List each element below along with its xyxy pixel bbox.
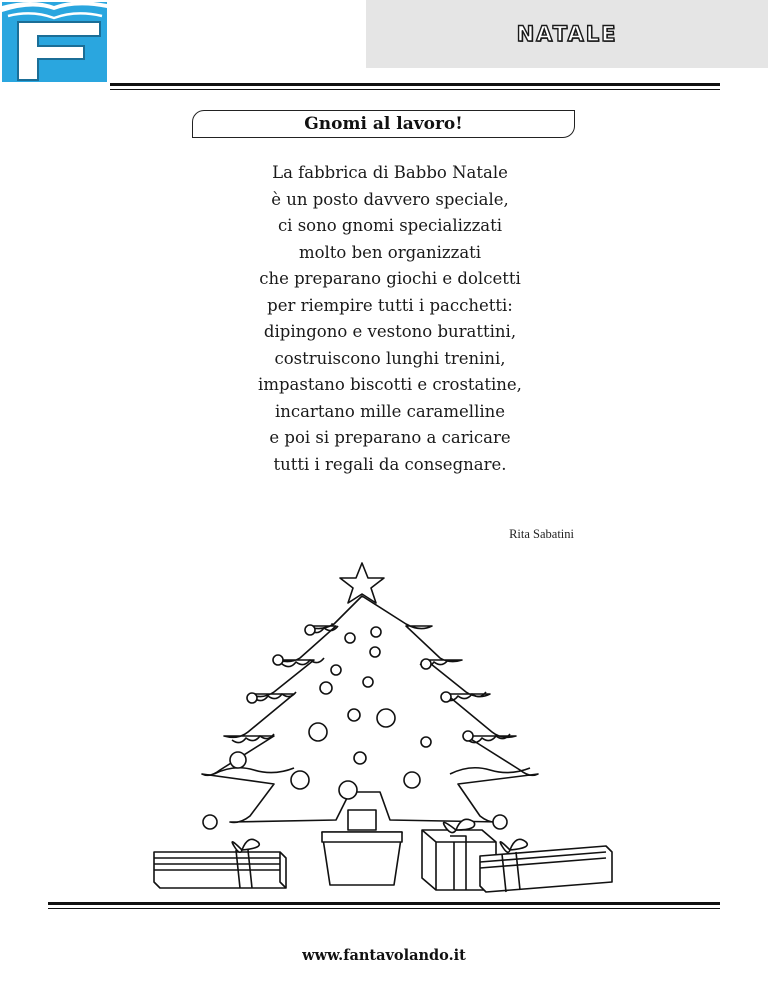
bottom-divider xyxy=(48,902,720,905)
poem-line: tutti i regali da consegnare. xyxy=(273,454,507,474)
poem-line: incartano mille caramelline xyxy=(274,401,506,421)
website-link[interactable]: www.fantavolando.it xyxy=(302,947,466,964)
poem-line: La fabbrica di Babbo Natale xyxy=(272,163,508,182)
poem-line: ci sono gnomi specializzati xyxy=(277,216,503,235)
section-title: NATALE xyxy=(516,22,618,46)
top-divider xyxy=(110,83,720,86)
bottom-divider-thin xyxy=(48,908,720,909)
page-title: Gnomi al lavoro! xyxy=(192,110,575,138)
poem-line: che preparano giochi e dolcetti xyxy=(259,269,521,288)
poem-line: molto ben organizzati xyxy=(298,242,482,262)
poem-line: dipingono e vestono burattini, xyxy=(263,322,517,341)
poem-line: e poi si preparano a caricare xyxy=(269,428,511,447)
logo-icon xyxy=(2,2,107,82)
poem-line: impastano biscotti e crostatine, xyxy=(258,375,522,394)
poem-line: è un posto davvero speciale, xyxy=(271,189,509,209)
poem-line: costruiscono lunghi trenini, xyxy=(274,348,506,368)
poem-line: per riempire tutti i pacchetti: xyxy=(267,295,513,315)
poem xyxy=(160,160,620,478)
poem-author: Rita Sabatini xyxy=(509,527,574,541)
top-divider-thin xyxy=(110,89,720,90)
christmas-tree-icon xyxy=(150,560,615,895)
header-band xyxy=(366,0,768,68)
